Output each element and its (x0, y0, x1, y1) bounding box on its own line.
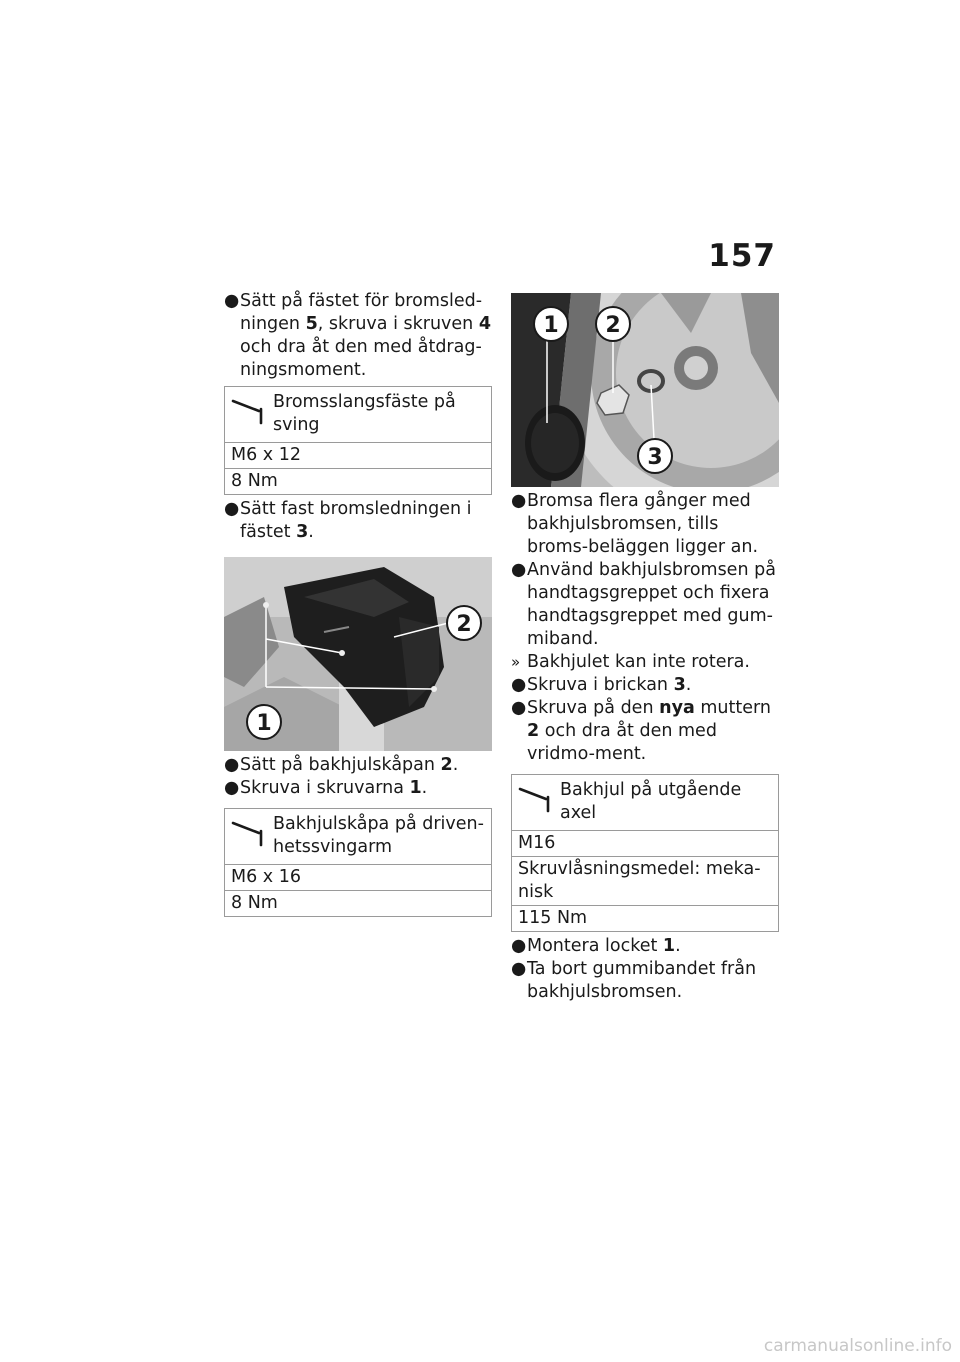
bullet: ● (511, 491, 527, 511)
callout-1: 1 (256, 711, 272, 736)
result-arrow: » (511, 653, 521, 671)
bullet: ● (511, 675, 527, 695)
torque-value: 115 Nm (518, 908, 588, 928)
bullet: ● (224, 291, 240, 311)
step-attach-bracket: ● Sätt på fästet för bromsled-ningen 5, skruva i skruven 4 och dra åt den med åtdrag-ningsmoment. (224, 291, 491, 380)
torque-size: M6 x 12 (225, 443, 491, 469)
step-insert-washer: ● Skruva i brickan 3. (511, 675, 692, 695)
torque-wrench-icon (231, 819, 265, 847)
step-fasten-brake-line: ● Sätt fast bromsledningen i fästet 3. (224, 499, 472, 542)
step-apply-brake: ● Bromsa flera gånger med bakhjulsbromsen, tills broms-beläggen ligger an. (511, 491, 759, 557)
torque-wrench-icon (518, 785, 552, 813)
right-column (511, 290, 779, 1004)
torque-table-header (225, 387, 491, 443)
left-column (224, 290, 492, 920)
step-fit-cover: ● Sätt på bakhjulskåpan 2. (224, 755, 459, 775)
torque-size: M16 (512, 831, 778, 857)
figure-rear-axle-nut (511, 293, 779, 487)
bullet: ● (511, 560, 527, 580)
bullet: ● (511, 936, 527, 956)
rear-axle-nut-illustration (511, 293, 779, 487)
torque-title: Bakhjulskåpa på driven-hetssvingarm (273, 814, 484, 857)
torque-value: 8 Nm (231, 471, 278, 491)
bullet: ● (511, 698, 527, 718)
torque-wrench-icon (231, 397, 265, 425)
torque-table-wheel-cover (224, 808, 492, 917)
torque-table-rear-axle (511, 774, 779, 932)
step-remove-rubber-band: ● Ta bort gummibandet från bakhjulsbromsen. (511, 959, 757, 1002)
callout-1: 1 (543, 313, 559, 338)
torque-locking-agent: Skruvlåsningsmedel: meka-nisk (512, 857, 778, 906)
torque-table-header (225, 809, 491, 865)
torque-value: 8 Nm (231, 893, 278, 913)
torque-title: Bakhjul på utgående axel (560, 780, 742, 823)
step-fix-handle: ● Använd bakhjulsbromsen på handtagsgreppet och fixera handtagsgreppet med gum-miband. (511, 560, 776, 649)
callout-3: 3 (647, 445, 663, 470)
step-insert-screws: ● Skruva i skruvarna 1. (224, 778, 428, 798)
rear-wheel-cover-illustration (224, 557, 492, 751)
torque-table-brake-hose-bracket (224, 386, 492, 495)
bullet: ● (224, 499, 240, 519)
bullet: ● (224, 778, 240, 798)
figure-rear-wheel-cover (224, 557, 492, 751)
callout-2: 2 (456, 612, 472, 637)
bullet: ● (511, 959, 527, 979)
callout-2: 2 (605, 313, 621, 338)
footer-watermark: carmanualsonline.info (763, 1336, 952, 1356)
torque-table-header (512, 775, 778, 831)
page-number: 157 (708, 238, 776, 274)
bullet: ● (224, 755, 240, 775)
torque-size: M6 x 16 (225, 865, 491, 891)
torque-title: Bromsslangsfäste på sving (273, 392, 456, 435)
step-fit-nut: ● Skruva på den nya muttern 2 och dra åt den med vridmo-ment. (511, 698, 771, 764)
step-fit-cap: ● Montera locket 1. (511, 936, 681, 956)
result-wheel-locked: » Bakhjulet kan inte rotera. (511, 652, 750, 672)
